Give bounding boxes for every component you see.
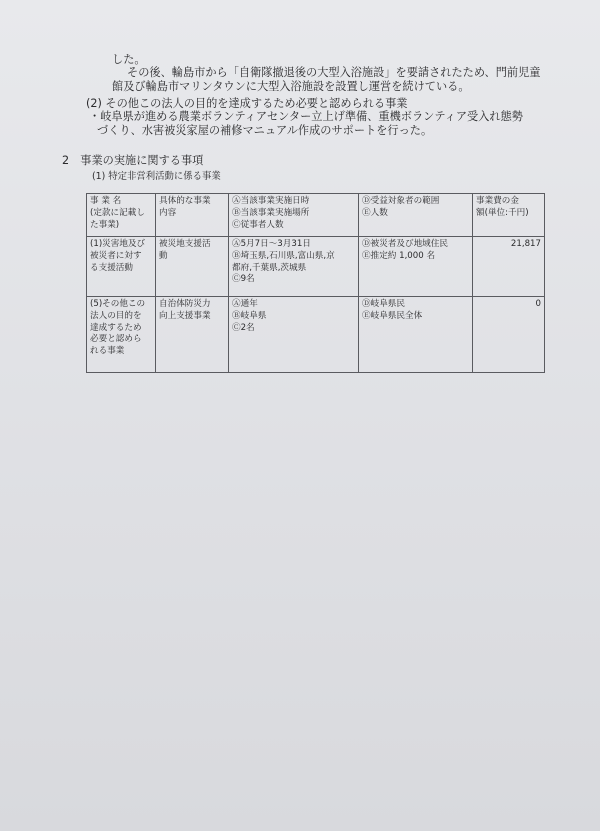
subsection-heading: (1) 特定非営利活動に係る事業	[92, 171, 221, 182]
text-line: づくり、水害被災家屋の補修マニュアル作成のサポートを行った。	[97, 124, 433, 137]
table-row	[87, 237, 545, 297]
text-line: した。	[112, 53, 146, 66]
table-header-cell: 事 業 名 (定款に記載し た事業)	[87, 194, 156, 237]
table-header-cell: Ⓓ受益対象者の範囲 Ⓔ人数	[359, 194, 473, 237]
table-header-cell: 具体的な事業 内容	[156, 194, 229, 237]
table-row	[87, 297, 545, 373]
table-cell: Ⓐ5月7日～3月31日 Ⓑ埼玉県,石川県,富山県,京 都府,千葉県,茨城県 Ⓒ9名	[229, 237, 359, 297]
table-cell: (5)その他この 法人の目的を 達成するため 必要と認めら れる事業	[87, 297, 156, 373]
activity-table	[86, 193, 545, 373]
table-header-row	[87, 194, 545, 237]
section-heading: 2 事業の実施に関する事項	[62, 154, 204, 167]
table-header-cell: 事業費の金 額(単位:千円)	[473, 194, 545, 237]
table-cell: Ⓓ岐阜県民 Ⓔ岐阜県民全体	[359, 297, 473, 373]
table-cell: Ⓓ被災者及び地域住民 Ⓔ推定約 1,000 名	[359, 237, 473, 297]
table-cell: 被災地支援活 動	[156, 237, 229, 297]
table-cell: (1)災害地及び 被災者に対す る支援活動	[87, 237, 156, 297]
table-header-cell: Ⓐ当該事業実施日時 Ⓑ当該事業実施場所 Ⓒ従事者人数	[229, 194, 359, 237]
section-heading: (2) その他この法人の目的を達成するため必要と認められる事業	[86, 97, 408, 110]
text-line: ・岐阜県が進める農業ボランティアセンター立上げ準備、重機ボランティア受入れ態勢	[89, 110, 523, 123]
table-cell-amount: 21,817	[473, 237, 545, 297]
table-cell: 自治体防災力 向上支援事業	[156, 297, 229, 373]
table-cell-amount: 0	[473, 297, 545, 373]
text-line: その後、輪島市から「自衛隊撤退後の大型入浴施設」を要請されたため、門前児童	[127, 66, 541, 79]
table-cell: Ⓐ通年 Ⓑ岐阜県 Ⓒ2名	[229, 297, 359, 373]
text-line: 館及び輪島市マリンタウンに大型入浴施設を設置し運営を続けている。	[112, 80, 470, 93]
